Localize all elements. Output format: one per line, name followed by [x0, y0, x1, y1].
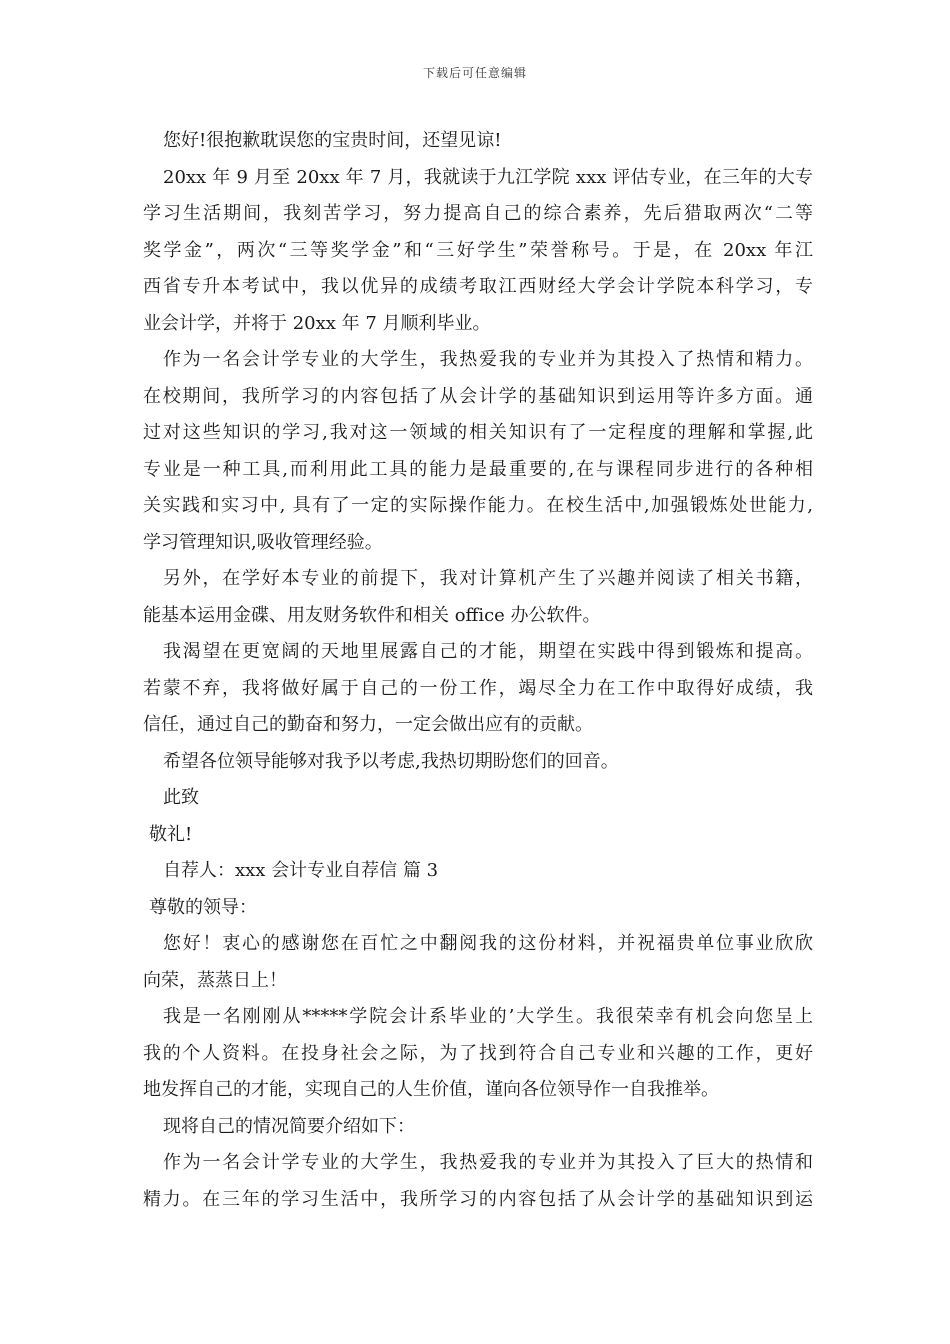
paragraph-line: 业会计学，并将于 20xx 年 7 月顺利毕业。 [143, 312, 491, 334]
paragraph-line: 奖学金”，两次“三等奖学金”和“三好学生”荣誉称号。于是，在 20xx 年江 [143, 239, 813, 261]
paragraph-line: 地发挥自己的才能，实现自己的人生价值，谨向各位领导作一自我推举。 [143, 1079, 719, 1100]
paragraph-line: 作为一名会计学专业的大学生，我热爱我的专业并为其投入了巨大的热情和 [163, 1152, 813, 1173]
paragraph-line: 20xx 年 9 月至 20xx 年 7 月，我就读于九江学院 xxx 评估专业，在三年的大专 [163, 166, 813, 188]
document-body [143, 123, 813, 1218]
paragraph-line: 过对这些知识的学习,我对这一领域的相关知识有了一定程度的理解和掌握,此 [143, 422, 813, 443]
greeting-line: 您好!很抱歉耽误您的宝贵时间，还望见谅! [163, 130, 502, 151]
paragraph-line: 在校期间，我所学习的内容包括了从会计学的基础知识到运用等许多方面。通 [143, 385, 813, 407]
paragraph-line: 学习管理知识,吸收管理经验。 [143, 531, 383, 553]
paragraph-line: 另外，在学好本专业的前提下，我对计算机产生了兴趣并阅读了相关书籍， [163, 568, 813, 589]
paragraph-line: 精力。在三年的学习生活中，我所学习的内容包括了从会计学的基础知识到运 [143, 1188, 813, 1210]
paragraph-line: 西省专升本考试中，我以优异的成绩考取江西财经大学会计学院本科学习，专 [143, 276, 813, 297]
signature-line: 自荐人：xxx 会计专业自荐信 篇 3 [163, 860, 439, 881]
paragraph-line: 作为一名会计学专业的大学生，我热爱我的专业并为其投入了热情和精力。 [163, 349, 813, 370]
paragraph-line: 若蒙不弃，我将做好属于自己的一份工作，竭尽全力在工作中取得好成绩，我 [143, 677, 813, 699]
paragraph-line: 现将自己的情况简要介绍如下： [163, 1115, 415, 1137]
closing-line: 此致 [163, 787, 199, 808]
paragraph-line: 专业是一种工具,而利用此工具的能力是最重要的,在与课程同步进行的各种相 [143, 458, 813, 480]
paragraph-line: 我是一名刚刚从*****学院会计系毕业的’大学生。我很荣幸有机会向您呈上 [163, 1006, 813, 1027]
paragraph-line: 您好！衷心的感谢您在百忙之中翻阅我的这份材料，并祝福贵单位事业欣欣 [163, 933, 813, 954]
paragraph-line: 希望各位领导能够对我予以考虑,我热切期盼您们的回音。 [163, 750, 619, 772]
paragraph-line: 向荣，蒸蒸日上！ [143, 969, 287, 991]
salutation-line: 尊敬的领导： [149, 896, 257, 918]
paragraph-line: 我的个人资料。在投身社会之际，为了找到符合自己专业和兴趣的工作，更好 [143, 1042, 813, 1064]
paragraph-line: 关实践和实习中, 具有了一定的实际操作能力。在校生活中,加强锻炼处世能力, [143, 495, 813, 516]
page-header: 下载后可任意编辑 [422, 66, 527, 80]
closing-salute: 敬礼! [149, 823, 193, 845]
paragraph-line: 我渴望在更宽阔的天地里展露自己的才能，期望在实践中得到锻炼和提高。 [163, 641, 813, 662]
paragraph-line: 信任，通过自己的勤奋和努力，一定会做出应有的贡献。 [143, 714, 593, 735]
paragraph-line: 能基本运用金碟、用友财务软件和相关 office 办公软件。 [143, 604, 601, 626]
paragraph-line: 学习生活期间，我刻苦学习，努力提高自己的综合素养，先后猎取两次“二等 [143, 203, 813, 224]
